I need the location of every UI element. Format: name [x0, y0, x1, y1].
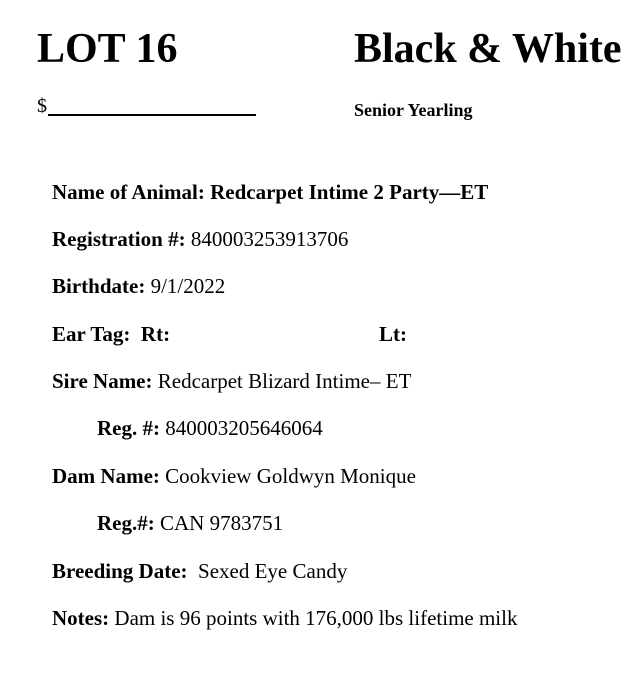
animal-name-label: Name of Animal:	[52, 180, 205, 204]
registration-row	[52, 229, 348, 250]
dam-row	[52, 466, 416, 487]
dam-reg-label: Reg.#:	[97, 511, 155, 535]
ear-tag-row	[52, 324, 170, 345]
notes-value: Dam is 96 points with 176,000 lbs lifetime milk	[114, 606, 518, 630]
ear-tag-lt-label: Lt:	[379, 322, 407, 346]
notes-label: Notes:	[52, 606, 110, 630]
price-field	[37, 95, 256, 116]
breeding-date-label: Breeding Date:	[52, 559, 188, 583]
sire-reg-label: Reg. #:	[97, 416, 160, 440]
breed-title: Black & White	[354, 26, 622, 72]
registration-value: 840003253913706	[190, 227, 349, 251]
animal-name-row	[52, 182, 488, 203]
dam-value: Cookview Goldwyn Monique	[165, 464, 416, 488]
sire-reg-row	[97, 418, 323, 439]
dam-reg-row	[97, 513, 283, 534]
notes-row	[52, 608, 517, 629]
sire-value: Redcarpet Blizard Intime– ET	[157, 369, 412, 393]
sire-row	[52, 371, 411, 392]
birthdate-row	[52, 276, 225, 297]
ear-tag-label: Ear Tag:	[52, 322, 131, 346]
breeding-date-row	[52, 561, 347, 582]
class-label: Senior Yearling	[354, 100, 473, 120]
price-symbol: $	[37, 95, 47, 117]
price-blank-line	[48, 95, 256, 116]
registration-label: Registration #:	[52, 227, 186, 251]
lot-number: LOT 16	[37, 26, 178, 72]
sire-reg-value: 840003205646064	[165, 416, 323, 440]
dam-reg-value: CAN 9783751	[159, 511, 284, 535]
dam-label: Dam Name:	[52, 464, 160, 488]
ear-tag-rt-label: Rt:	[140, 322, 171, 346]
sire-label: Sire Name:	[52, 369, 153, 393]
animal-name-value: Redcarpet Intime 2 Party—ET	[210, 180, 489, 204]
ear-tag-lt	[379, 324, 407, 345]
birthdate-value: 9/1/2022	[150, 274, 226, 298]
breeding-date-value: Sexed Eye Candy	[198, 559, 348, 583]
birthdate-label: Birthdate:	[52, 274, 146, 298]
